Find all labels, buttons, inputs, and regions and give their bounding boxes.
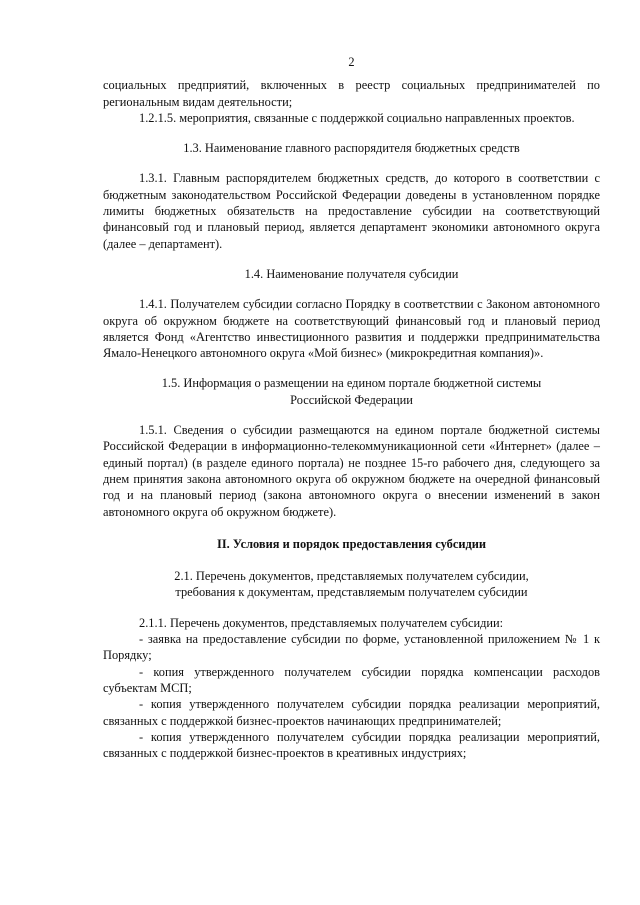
heading-1-4: 1.4. Наименование получателя субсидии	[244, 266, 459, 281]
section-2-heading: II. Условия и порядок предоставления субсидии	[217, 536, 486, 551]
list-item: - копия утвержденного получателем субсидии порядка реализации мероприятий, связанных с поддержкой бизнес-проектов в креативных индустриях;	[103, 729, 600, 761]
list-item: - копия утвержденного получателем субсидии порядка компенсации расходов субъектам МСП;	[103, 664, 600, 695]
heading-2-1	[103, 568, 600, 601]
paragraph-1-4-1: 1.4.1. Получателем субсидии согласно Порядку в соответствии с Законом автономного округа об окружном бюджете на соответствующий финансовый год и плановый период является Фонд «Агентство инвестиционного развития и поддержки предпринимательства Ямало-Ненецкого автономного округа «Мой бизнес» (микрокредитная компания)».	[103, 297, 600, 361]
heading-1-5-line2: Российской Федерации	[290, 392, 413, 407]
page-number: 2	[348, 55, 355, 69]
heading-1-5	[103, 375, 600, 408]
heading-1-3: 1.3. Наименование главного распорядителя бюджетных средств	[183, 141, 520, 156]
heading-1-5-line1: 1.5. Информация о размещении на едином портале бюджетной системы	[161, 376, 542, 391]
paragraph-1-5-1: 1.5.1. Сведения о субсидии размещаются на едином портале бюджетной системы Российской Федерации в информационно-телекоммуникационной сети «Интернет» (далее – единый портал) (в разделе единого портала) не позднее 15-го рабочего дня, следующего за днем принятия закона автономного округа об окружном бюджете на очередной финансовый год и на плановый период (закона автономного округа о внесении изменений в закон автономного округа об окружном бюджете).	[103, 423, 600, 519]
paragraph-2-1-1: 2.1.1. Перечень документов, представляемых получателем субсидии:	[139, 615, 504, 630]
heading-2-1-line2: требования к документам, представляемым получателем субсидии	[175, 585, 528, 600]
paragraph-1-3-1: 1.3.1. Главным распорядителем бюджетных средств, до которого в соответствии с бюджетным законодательством Российской Федерации доведены в установленном порядке лимиты бюджетных обязательств на предоставление субсидии на соответствующий финансовый год и плановый период, является департамент экономики автономного округа (далее – департамент).	[103, 171, 600, 251]
heading-2-1-line1: 2.1. Перечень документов, представляемых получателем субсидии,	[174, 569, 529, 584]
document-page	[103, 54, 600, 761]
list-item: - заявка на предоставление субсидии по форме, установленной приложением № 1 к Порядку;	[103, 632, 600, 663]
list-item: - копия утвержденного получателем субсидии порядка реализации мероприятий, связанных с поддержкой бизнес-проектов начинающих предпринимателей;	[103, 697, 600, 728]
paragraph-1-2-1-5: 1.2.1.5. мероприятия, связанные с поддержкой социально направленных проектов.	[139, 110, 575, 125]
paragraph-intro-1: социальных предприятий, включенных в реестр социальных предпринимателей по региональным видам деятельности;	[103, 78, 600, 109]
